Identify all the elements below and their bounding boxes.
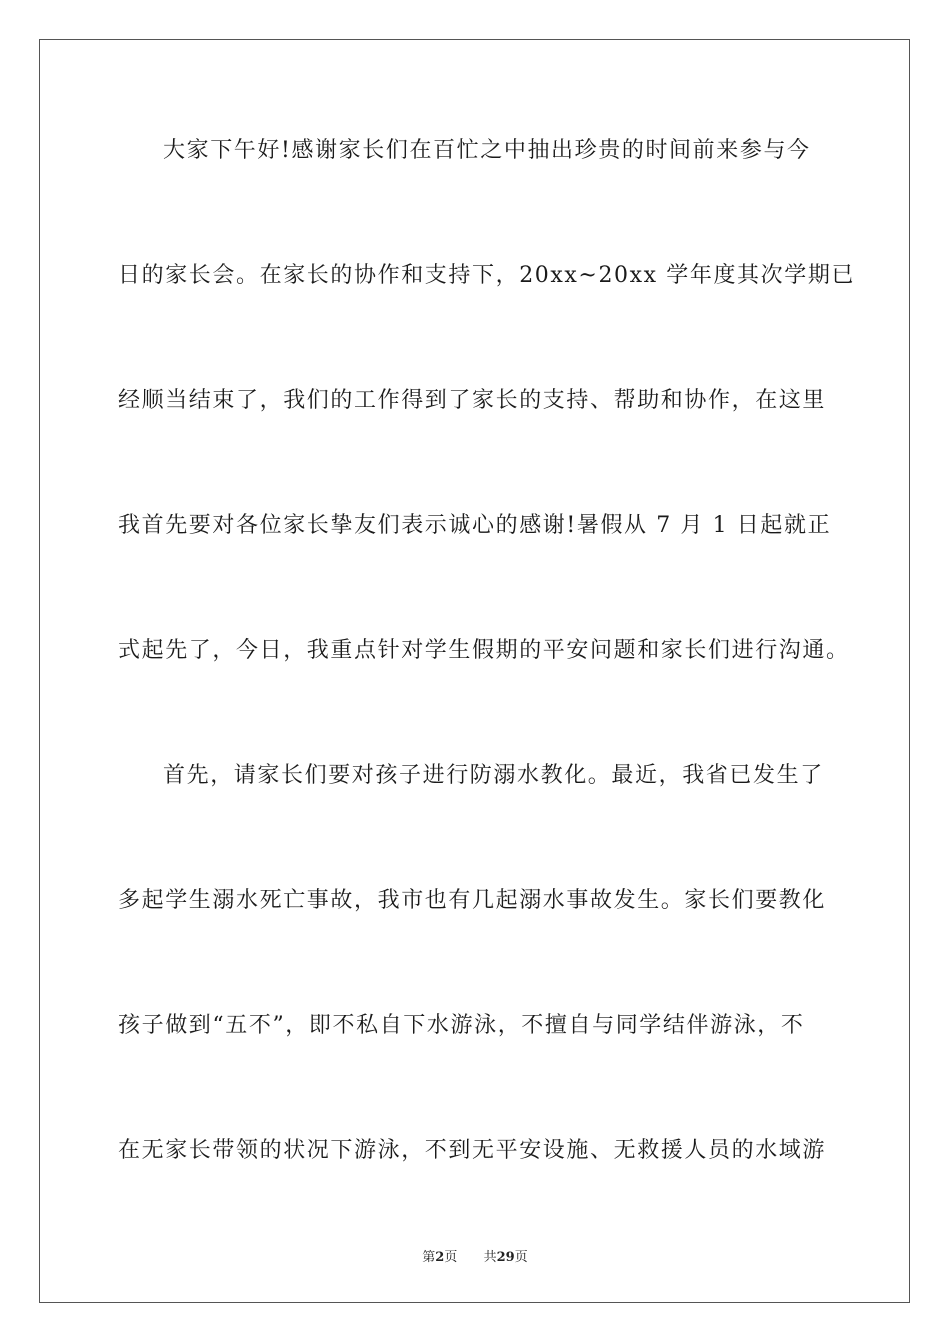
paragraph-line: 孩子做到“五不”，即不私自下水游泳，不擅自与同学结伴游泳，不 [118,1013,805,1038]
page-total: 29 [496,1250,515,1265]
page-number-current: 2 [435,1250,445,1265]
page-border [39,39,910,1303]
page-number-suffix: 页 [444,1250,458,1265]
paragraph-line: 式起先了，今日，我重点针对学生假期的平安问题和家长们进行沟通。 [118,638,850,663]
paragraph-line: 经顺当结束了，我们的工作得到了家长的支持、帮助和协作，在这里 [118,388,827,413]
page-total-suffix: 页 [514,1250,528,1265]
page-number-prefix: 第 [422,1250,436,1265]
paragraph-line: 我首先要对各位家长挚友们表示诚心的感谢!暑假从 7 月 1 日起就正 [118,513,832,538]
page-total-prefix: 共 [483,1250,497,1265]
paragraph-line: 日的家长会。在家长的协作和支持下，20xx~20xx 学年度其次学期已 [118,263,856,288]
page-footer [0,1246,950,1265]
paragraph-line: 首先，请家长们要对孩子进行防溺水教化。最近，我省已发生了 [163,763,824,788]
paragraph-line: 多起学生溺水死亡事故，我市也有几起溺水事故发生。家长们要教化 [118,888,827,913]
paragraph-line: 大家下午好!感谢家长们在百忙之中抽出珍贵的时间前来参与今 [163,138,811,163]
paragraph-line: 在无家长带领的状况下游泳，不到无平安设施、无救援人员的水域游 [118,1138,827,1163]
